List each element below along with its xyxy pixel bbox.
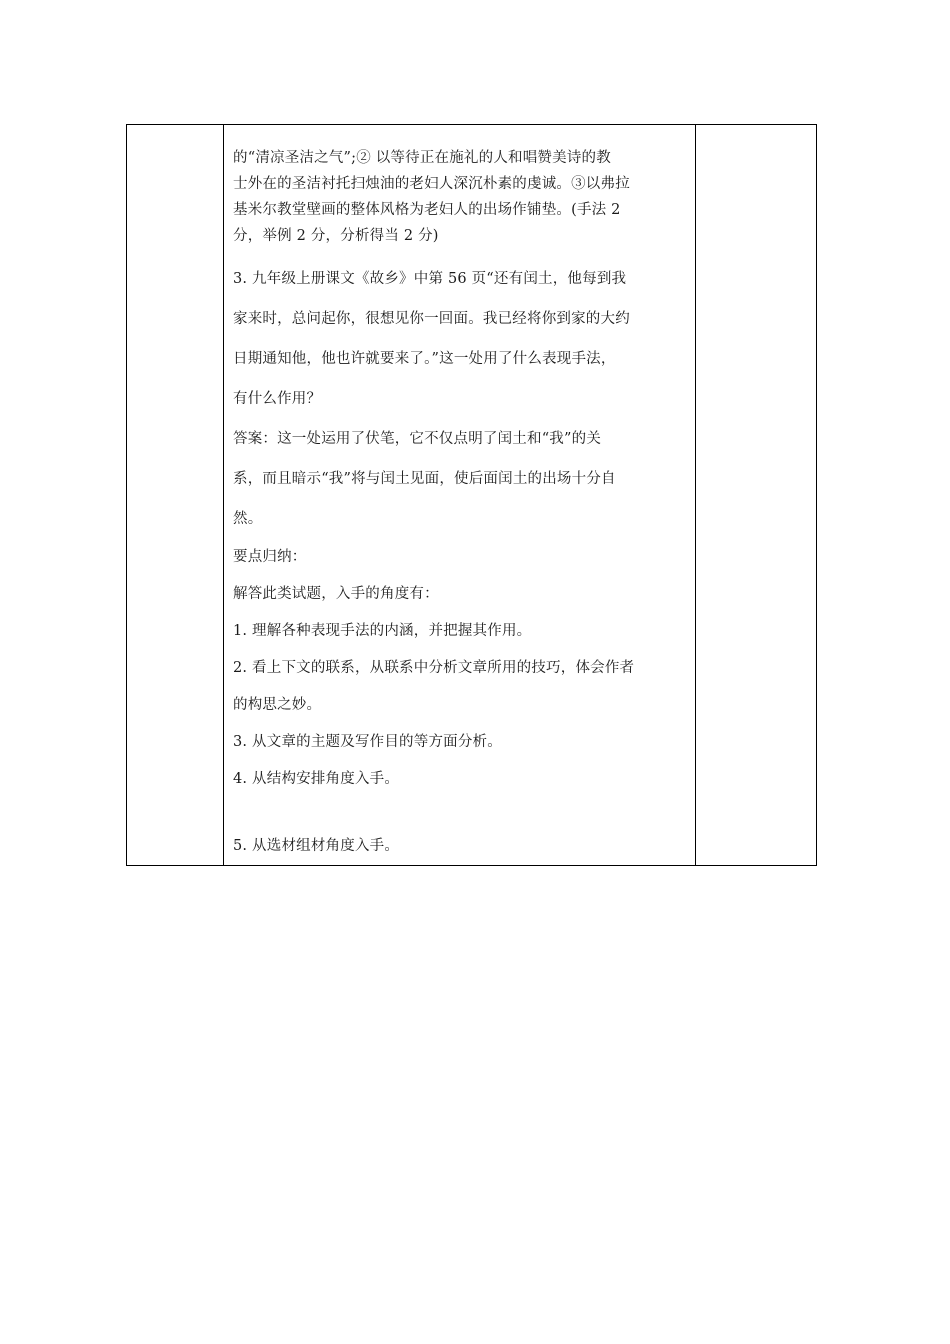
question-3	[233, 259, 687, 419]
text-line: 系，而且暗示“我”将与闰土见面，使后面闰土的出场十分自	[233, 471, 616, 487]
text-line: 答案：这一处运用了伏笔，它不仅点明了闰土和“我”的关	[233, 431, 602, 447]
content-cell	[224, 125, 696, 866]
list-item: 的构思之妙。	[233, 697, 322, 713]
text-line: 士外在的圣洁衬托扫烛油的老妇人深沉朴素的虔诚。③以弗拉	[233, 176, 630, 192]
summary	[233, 539, 687, 865]
text-line: 的“清凉圣洁之气”;② 以等待正在施礼的人和唱赞美诗的教	[233, 150, 611, 166]
text-line: 基米尔教堂壁画的整体风格为老妇人的出场作铺垫。(手法 2	[233, 202, 621, 218]
summary-title: 要点归纳：	[233, 549, 307, 565]
lesson-table	[126, 124, 817, 866]
text-line: 3. 九年级上册课文《故乡》中第 56 页“还有闰土，他每到我	[233, 271, 627, 287]
text-line: 家来时，总问起你，很想见你一回面。我已经将你到家的大约	[233, 311, 630, 327]
summary-intro: 解答此类试题，入手的角度有：	[233, 586, 439, 602]
left-cell	[127, 125, 224, 866]
text-line: 分，举例 2 分，分析得当 2 分)	[233, 228, 439, 244]
list-item: 3. 从文章的主题及写作目的等方面分析。	[233, 734, 502, 750]
right-cell	[696, 125, 817, 866]
text-line: 然。	[233, 511, 263, 527]
list-item: 5. 从选材组材角度入手。	[233, 838, 400, 854]
text-line: 有什么作用？	[233, 391, 322, 407]
answer-continuation	[233, 145, 687, 249]
list-item: 1. 理解各种表现手法的内涵，并把握其作用。	[233, 623, 532, 639]
list-item: 4. 从结构安排角度入手。	[233, 771, 400, 787]
answer-3	[233, 419, 687, 539]
list-item: 2. 看上下文的联系，从联系中分析文章所用的技巧，体会作者	[233, 660, 635, 676]
text-line: 日期通知他，他也许就要来了。”这一处用了什么表现手法，	[233, 351, 616, 367]
table-row	[127, 125, 817, 866]
